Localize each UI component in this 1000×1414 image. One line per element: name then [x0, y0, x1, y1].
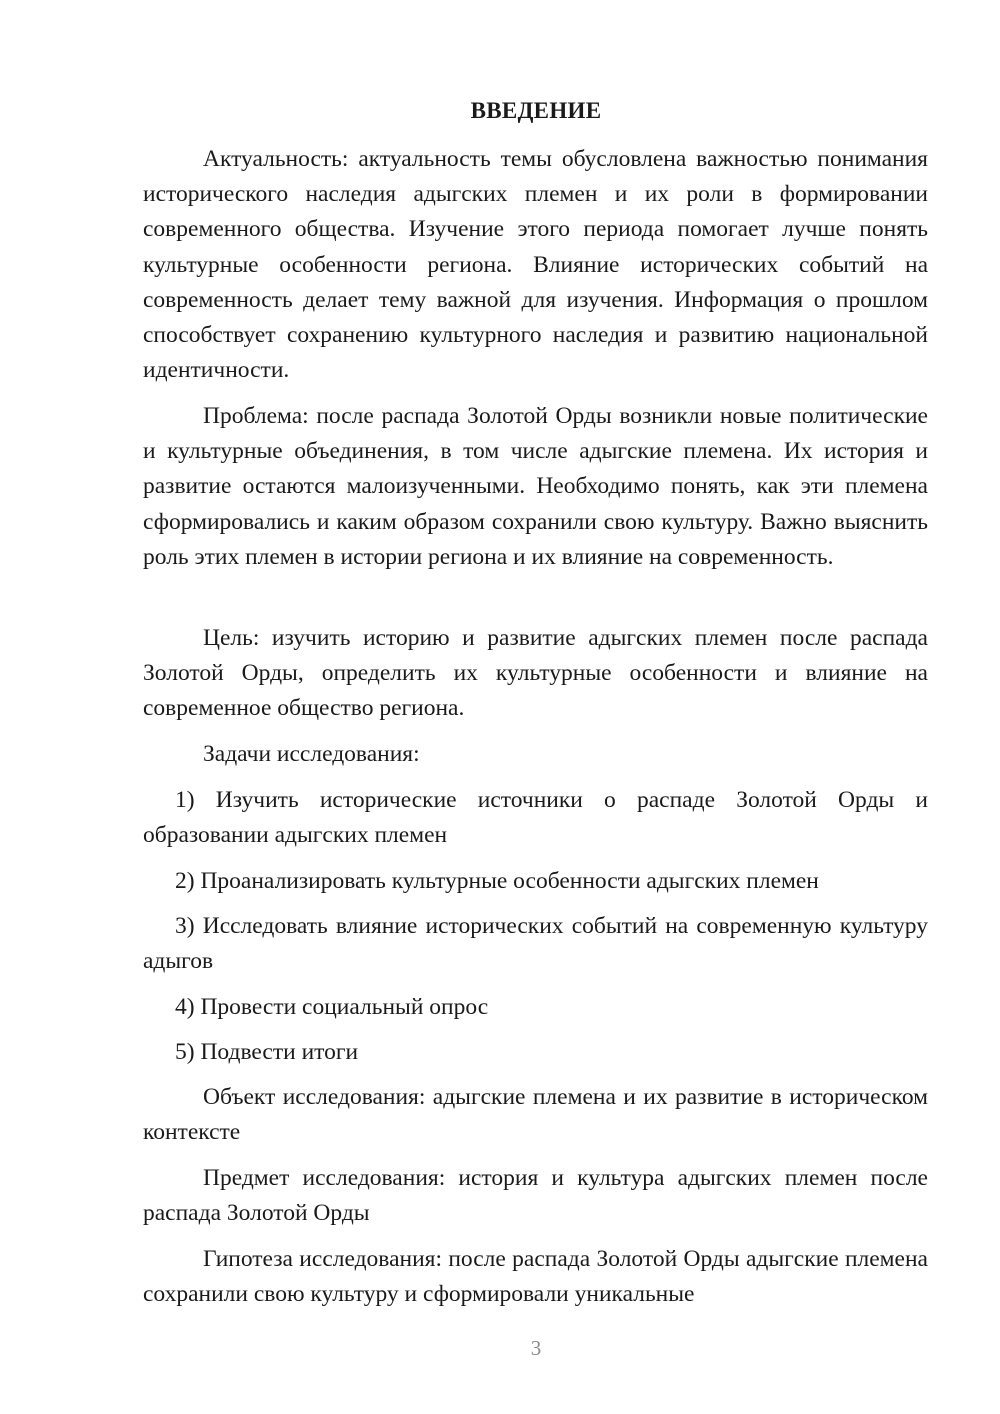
tasks-heading: Задачи исследования: — [203, 741, 420, 767]
page-number: 3 — [530, 1336, 542, 1360]
paragraph-problem: Проблема: после распада Золотой Орды возникли новые политические и культурные объединения, в том числе адыгские племена. Их история и развитие остаются малоизученными. Необходимо понять, как эти племена сформировались и каким образом сохранили свою культуру. Важно выяснить роль этих племен в истории региона и их влияние на современность. — [143, 403, 928, 570]
task-item-2: 2) Проанализировать культурные особенности адыгских племен — [175, 868, 819, 894]
task-item-1: 1) Изучить исторические источники о распаде Золотой Орды и образовании адыгских племен — [143, 787, 928, 849]
task-item-3: 3) Исследовать влияние исторических событий на современную культуру адыгов — [143, 913, 928, 975]
task-item-5: 5) Подвести итоги — [175, 1039, 359, 1065]
paragraph-hypothesis: Гипотеза исследования: после распада Золотой Орды адыгские племена сохранили свою культуру и сформировали уникальные — [143, 1246, 928, 1308]
page-title: ВВЕДЕНИЕ — [470, 98, 602, 123]
paragraph-relevance: Актуальность: актуальность темы обусловлена важностью понимания исторического наследия адыгских племен и их роли в формировании современного общества. Изучение этого периода помогает лучше понять культурные особенности региона. Влияние исторических событий на современность делает тему важной для изучения. Информация о прошлом способствует сохранению культурного наследия и развитию национальной идентичности. — [143, 146, 928, 384]
paragraph-subject: Предмет исследования: история и культура адыгских племен после распада Золотой Орды — [143, 1165, 928, 1227]
paragraph-goal: Цель: изучить историю и развитие адыгских племен после распада Золотой Орды, определить их культурные особенности и влияние на современное общество региона. — [143, 625, 928, 722]
task-item-4: 4) Провести социальный опрос — [175, 994, 489, 1020]
paragraph-object: Объект исследования: адыгские племена и их развитие в историческом контексте — [143, 1084, 928, 1146]
